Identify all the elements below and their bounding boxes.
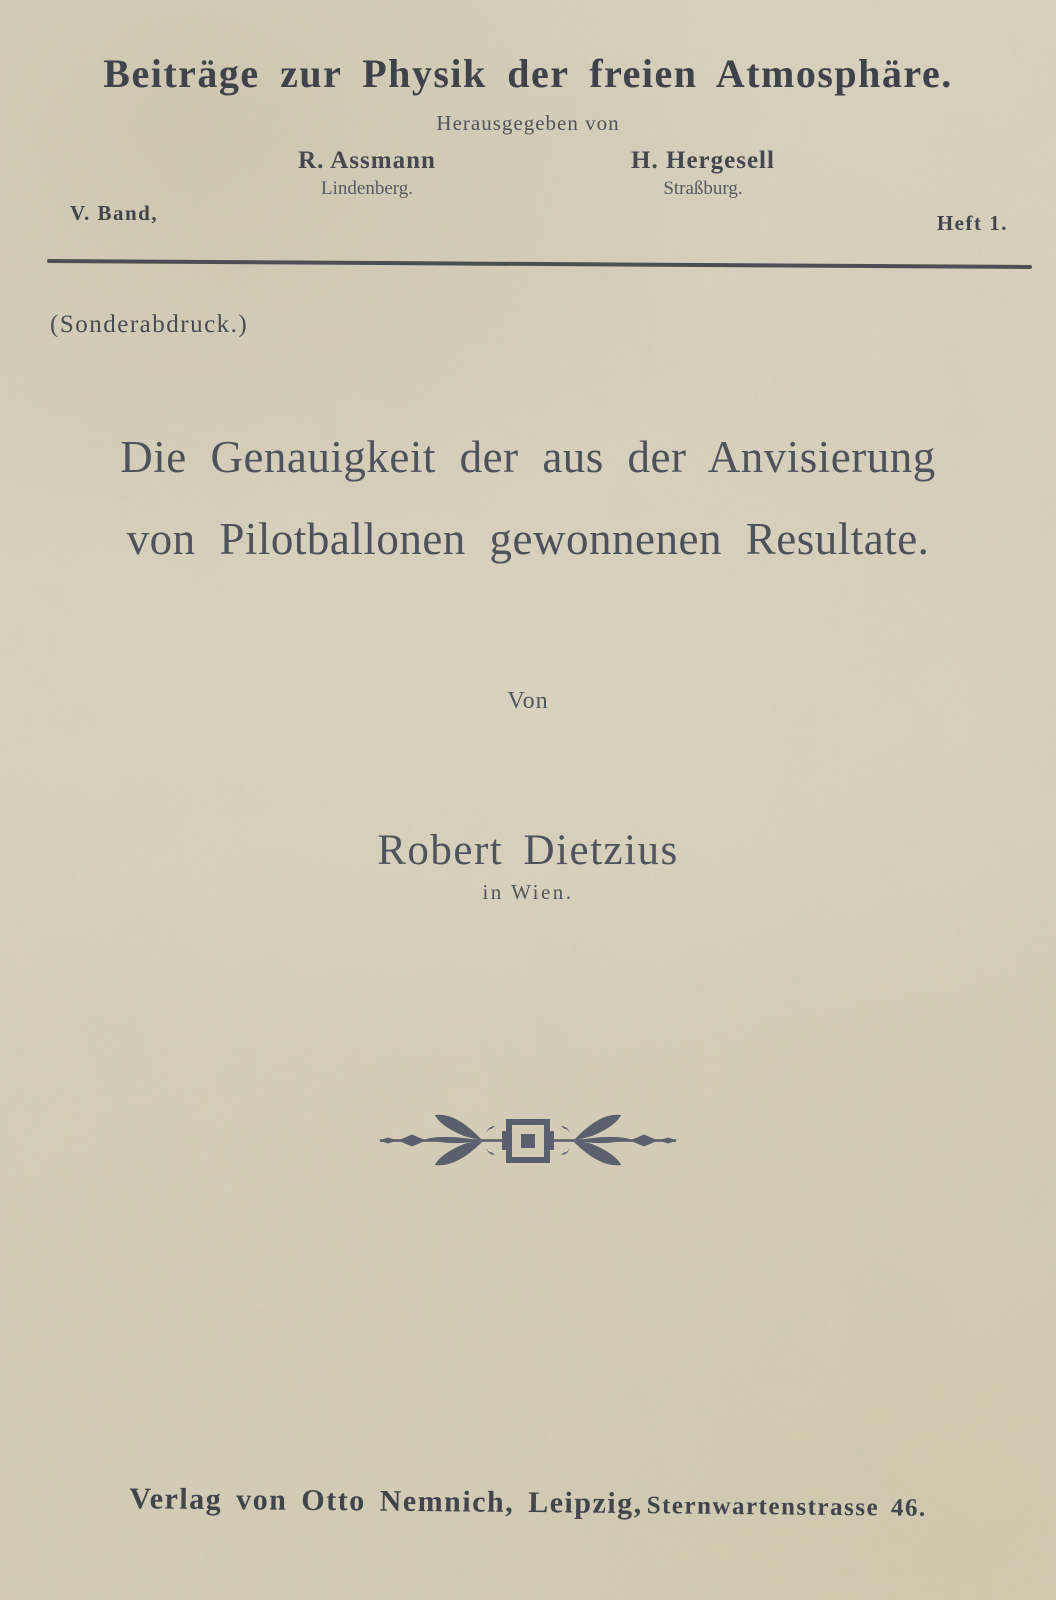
ornament-divider-icon <box>378 1106 678 1170</box>
main-title-line1: Die Genauigkeit der aus der Anvisierung <box>120 432 936 482</box>
byline-label: Von <box>507 688 549 714</box>
main-title-line2: von Pilotballonen gewonnenen Resultate. <box>126 514 930 564</box>
author-place: in Wien. <box>482 880 574 904</box>
editors-row <box>252 147 818 200</box>
journal-title: Beiträge zur Physik der freien Atmosphäre. <box>103 51 953 96</box>
editor-place: Lindenberg. <box>321 178 413 199</box>
editor-name: H. Hergesell <box>631 147 775 174</box>
editor-place: Straßburg. <box>663 178 743 199</box>
editor-assmann <box>252 147 482 200</box>
publisher-address: Sternwartenstrasse 46. <box>646 1492 927 1522</box>
editor-hergesell <box>588 147 818 200</box>
editor-name: R. Assmann <box>298 147 436 174</box>
reprint-note: (Sonderabdruck.) <box>50 311 249 338</box>
author-name: Robert Dietzius <box>377 827 679 874</box>
issue-label: Heft 1. <box>936 211 1008 235</box>
publisher-line <box>0 1481 1056 1525</box>
edited-by-label: Herausgegeben von <box>436 111 620 135</box>
publisher-name: Verlag von Otto Nemnich, Leipzig, <box>129 1482 643 1521</box>
horizontal-rule <box>47 259 1032 269</box>
volume-label: V. Band, <box>70 201 159 225</box>
